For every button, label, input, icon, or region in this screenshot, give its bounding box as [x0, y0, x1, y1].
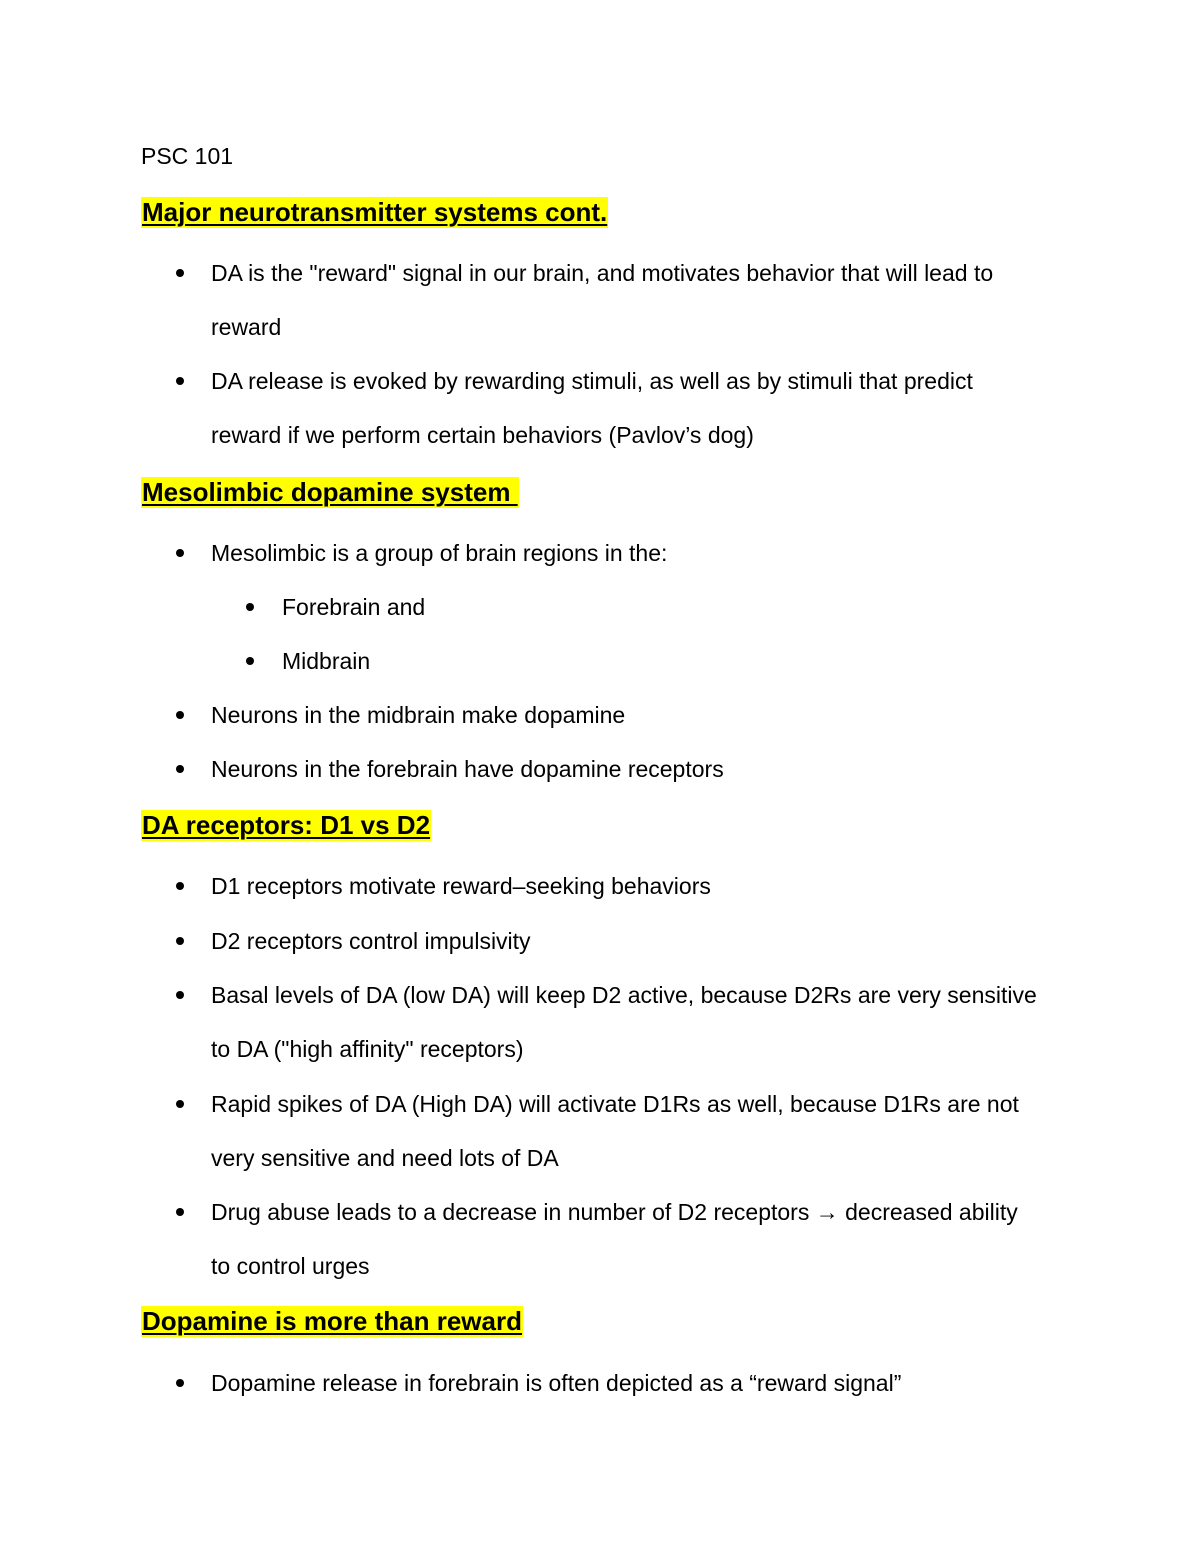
bullet-text: DA is the "reward" signal in our brain, and motivates behavior that will lead to	[211, 260, 994, 286]
bullet-icon	[176, 937, 184, 945]
bullet-text: D2 receptors control impulsivity	[211, 928, 531, 954]
heading-highlight: Major neurotransmitter systems cont.	[142, 197, 608, 227]
bullet-icon	[176, 1379, 184, 1387]
bullet-text: Drug abuse leads to a decrease in number of D2 receptors → decreased ability	[211, 1199, 1018, 1225]
heading-highlight: Mesolimbic dopamine system	[142, 477, 518, 507]
course-title: PSC 101	[141, 143, 234, 169]
bullet-icon	[176, 1100, 184, 1108]
sub-bullet-icon	[246, 603, 254, 611]
bullet-icon	[176, 711, 184, 719]
bullet-icon	[176, 882, 184, 890]
bullet-text: Basal levels of DA (low DA) will keep D2 active, because D2Rs are very sensitive	[211, 982, 1037, 1008]
section-heading	[141, 476, 519, 508]
bullet-text: DA release is evoked by rewarding stimuli, as well as by stimuli that predict	[211, 368, 973, 394]
bullet-icon	[176, 1208, 184, 1216]
bullet-text: Rapid spikes of DA (High DA) will activate D1Rs as well, because D1Rs are not	[211, 1091, 1019, 1117]
heading-highlight: DA receptors: D1 vs D2	[142, 810, 431, 840]
section-heading	[141, 1305, 523, 1337]
heading-highlight: Dopamine is more than reward	[142, 1306, 522, 1336]
bullet-text-continuation: very sensitive and need lots of DA	[211, 1145, 559, 1171]
bullet-text: Dopamine release in forebrain is often depicted as a “reward signal”	[211, 1370, 902, 1396]
sub-bullet-text: Midbrain	[282, 648, 371, 674]
section-heading	[141, 809, 431, 841]
bullet-text-continuation: to control urges	[211, 1253, 370, 1279]
bullet-text-continuation: reward	[211, 314, 282, 340]
bullet-icon	[176, 765, 184, 773]
section-heading	[141, 196, 608, 228]
bullet-icon	[176, 991, 184, 999]
bullet-icon	[176, 377, 184, 385]
bullet-icon	[176, 269, 184, 277]
bullet-text-continuation: to DA ("high affinity" receptors)	[211, 1036, 524, 1062]
bullet-text: Neurons in the midbrain make dopamine	[211, 702, 626, 728]
bullet-text: Neurons in the forebrain have dopamine receptors	[211, 756, 724, 782]
sub-bullet-text: Forebrain and	[282, 594, 426, 620]
sub-bullet-icon	[246, 657, 254, 665]
bullet-text-continuation: reward if we perform certain behaviors (Pavlov’s dog)	[211, 422, 754, 448]
bullet-icon	[176, 549, 184, 557]
bullet-text: Mesolimbic is a group of brain regions in the:	[211, 540, 668, 566]
bullet-text: D1 receptors motivate reward–seeking behaviors	[211, 873, 711, 899]
